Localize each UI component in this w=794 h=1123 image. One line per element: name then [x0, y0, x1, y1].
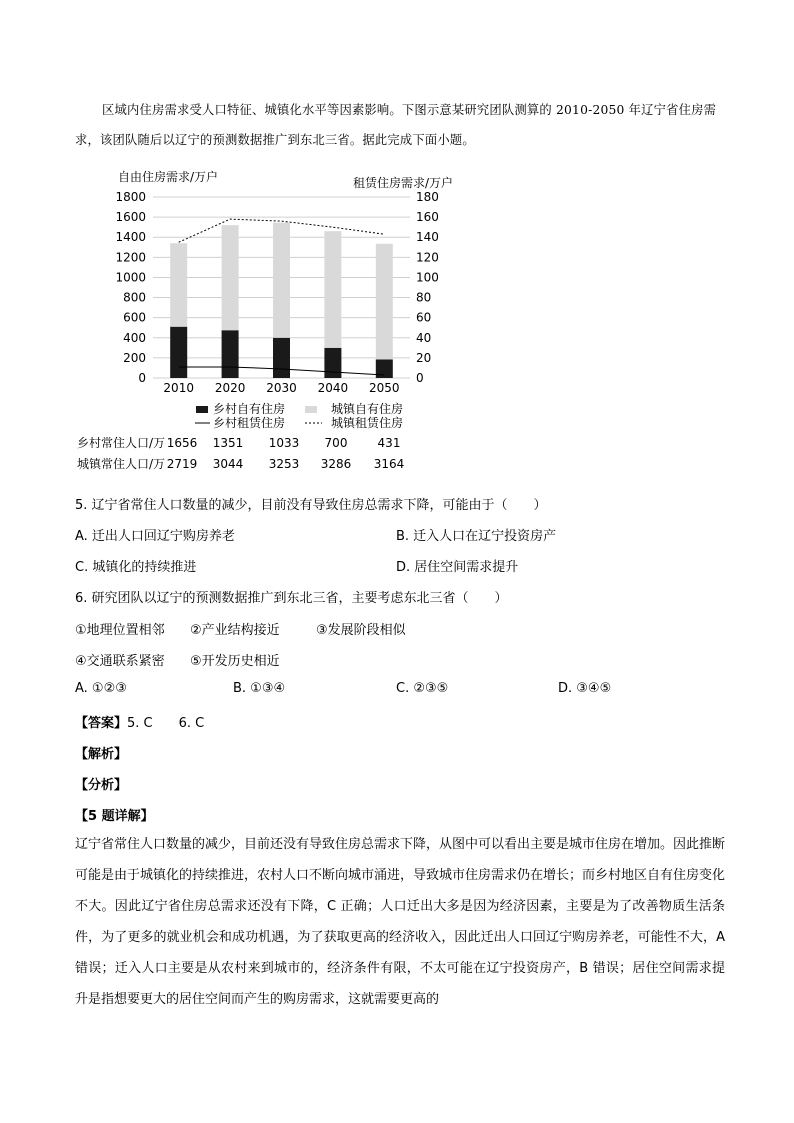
bar-urban-owned: [222, 225, 239, 330]
q6-option-a: A. ①②③: [75, 681, 127, 696]
q6-choice-4: ④交通联系紧密: [75, 654, 165, 669]
left-tick-label: 1600: [115, 210, 146, 225]
bar-rural-owned: [170, 327, 187, 378]
left-axis-title: 自由住房需求/万户: [118, 170, 219, 184]
right-tick-label: 20: [416, 350, 432, 365]
bar-urban-owned: [376, 244, 393, 360]
table-cell: 1033: [268, 436, 300, 450]
bar-urban-owned: [170, 243, 187, 326]
q6-option-d: D. ③④⑤: [558, 681, 612, 696]
right-tick-label: 40: [416, 330, 432, 345]
x-tick-label: 2040: [317, 381, 349, 395]
q5-stem: 5. 辽宁省常住人口数量的减少，目前没有导致住房总需求下降，可能由于（ ）: [75, 498, 547, 513]
x-tick-label: 2020: [214, 381, 246, 395]
right-tick-label: 60: [416, 310, 432, 325]
table-cell: 3286: [320, 457, 352, 471]
x-tick-label: 2030: [266, 381, 297, 395]
table-cell: 3164: [373, 457, 405, 471]
answer-line: [75, 712, 204, 731]
legend-label-urban-owned: 城镇自有住房: [331, 402, 404, 416]
left-tick-label: 800: [123, 290, 146, 305]
table-cell: 700: [324, 436, 348, 450]
table-cell: 2719: [166, 457, 198, 471]
table-row-label: 乡村常住人口/万: [77, 436, 166, 450]
bar-rural-owned: [222, 330, 239, 378]
right-tick-label: 0: [416, 371, 424, 385]
left-tick-label: 200: [123, 350, 146, 365]
intro-paragraph: 区域内住房需求受人口特征、城镇化水平等因素影响。下图示意某研究团队测算的 2010-2050 年辽宁省住房需求，该团队随后以辽宁的预测数据推广到东北三省。据此完成下面小题。: [75, 103, 717, 147]
right-tick-label: 140: [416, 230, 439, 245]
bar-urban-owned: [273, 223, 290, 338]
detail-paragraph: 辽宁省常住人口数量的减少，目前还没有导致住房总需求下降，从图中可以看出主要是城市住房在增加。因此推断可能是由于城镇化的持续推进，农村人口不断向城市涌进，导致城市住房需求仍在增长；而乡村地区自有住房变化不大。因此辽宁省住房总需求还没有下降，C 正确；人口迁出大多是因为经济因素，主要是为了改善物质生活条件，为了更多的就业机会和成功机遇，为了获取更高的经济收入，因此迁出人口回辽宁购房养老，可能性不大，A 错误；迁入人口主要是从农村来到城市的，经济条件有限，不太可能在辽宁投资房产，B 错误；居住空间需求提升是指想要更大的居住空间而产生的购房需求，这就需要更高的: [75, 837, 726, 1007]
right-tick-label: 160: [416, 210, 439, 225]
q6-option-c: C. ②③⑤: [396, 681, 449, 696]
q6-choice-5: ⑤开发历史相近: [190, 654, 280, 669]
q5-option-d: D. 居住空间需求提升: [396, 560, 519, 575]
q5-option-b: B. 迁入人口在辽宁投资房产: [396, 529, 557, 544]
housing-demand-chart: [0, 0, 794, 480]
left-tick-label: 0: [138, 371, 146, 385]
right-tick-label: 180: [416, 190, 439, 204]
table-cell: 3253: [268, 457, 300, 471]
q6-stem: 6. 研究团队以辽宁的预测数据推广到东北三省，主要考虑东北三省（ ）: [75, 591, 508, 606]
q5-option-a: A. 迁出人口回辽宁购房养老: [75, 529, 235, 544]
left-tick-label: 600: [123, 310, 146, 325]
q6-option-b: B. ①③④: [233, 681, 286, 696]
x-tick-label: 2010: [163, 381, 194, 395]
table-cell: 431: [377, 436, 401, 450]
right-tick-label: 80: [416, 290, 432, 305]
answer-label: 【答案】: [75, 716, 128, 731]
left-tick-label: 1400: [115, 230, 146, 245]
q6-choice-3: ③发展阶段相似: [316, 623, 406, 638]
left-tick-label: 1000: [115, 270, 146, 285]
fenxi-label: 【分析】: [75, 778, 128, 793]
left-tick-label: 400: [123, 330, 146, 345]
x-tick-label: 2050: [369, 381, 400, 395]
q5-option-c: C. 城镇化的持续推进: [75, 560, 197, 575]
table-row-label: 城镇常住人口/万: [77, 457, 166, 471]
bar-rural-owned: [273, 338, 290, 378]
right-tick-label: 100: [416, 270, 439, 285]
table-cell: 1656: [166, 436, 198, 450]
left-tick-label: 1800: [115, 190, 146, 204]
bar-urban-owned: [324, 231, 341, 348]
legend-label-rural-rental: 乡村租赁住房: [213, 416, 286, 430]
answer-text: 5. C 6. C: [127, 716, 205, 731]
legend-swatch-urban-owned: [305, 406, 317, 413]
table-cell: 3044: [212, 457, 244, 471]
right-axis-title: 租赁住房需求/万户: [353, 176, 454, 190]
legend-label-urban-rental: 城镇租赁住房: [331, 416, 404, 430]
analysis-label: 【解析】: [75, 747, 128, 762]
left-tick-label: 1200: [115, 250, 146, 265]
detail-label: 【5 题详解】: [75, 809, 154, 824]
right-tick-label: 120: [416, 250, 439, 265]
legend-label-rural-owned: 乡村自有住房: [213, 402, 286, 416]
q6-choice-2: ②产业结构接近: [190, 623, 280, 638]
table-cell: 1351: [212, 436, 244, 450]
legend-swatch-rural-owned: [196, 406, 208, 413]
bar-rural-owned: [376, 359, 393, 378]
bar-rural-owned: [324, 348, 341, 378]
q6-choice-1: ①地理位置相邻: [75, 623, 165, 638]
